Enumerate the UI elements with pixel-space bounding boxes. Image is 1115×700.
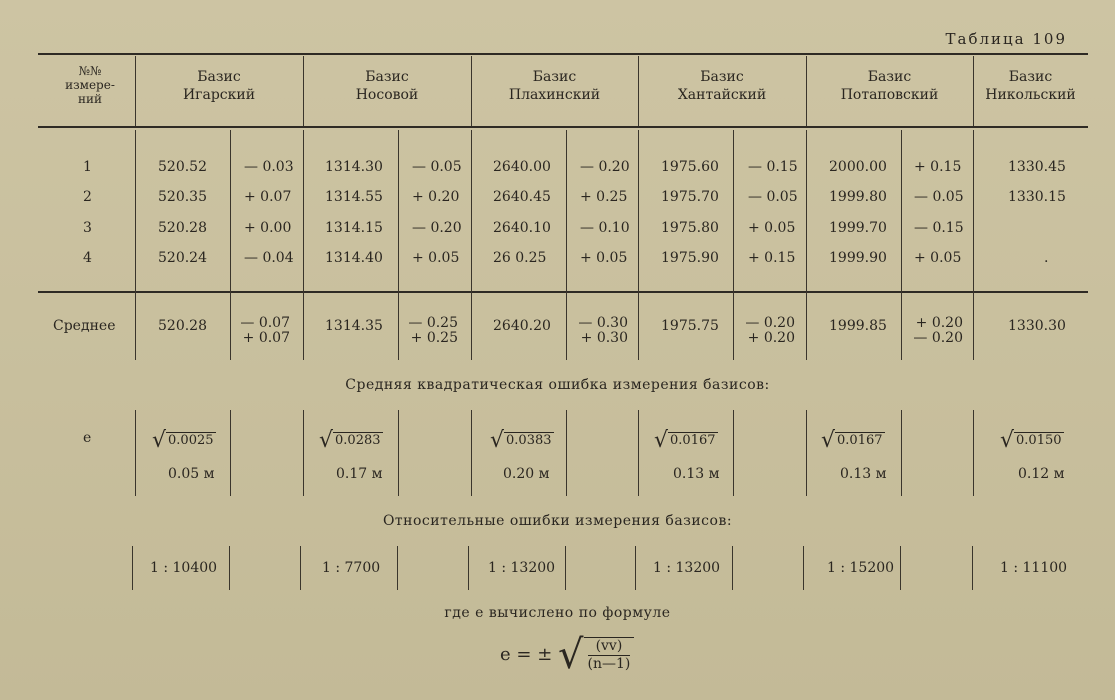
cell-value: 1975.90 bbox=[661, 250, 719, 266]
header-rule bbox=[38, 126, 1088, 128]
mean-label: Среднее bbox=[53, 318, 116, 334]
cell-deviation: — 0.05 bbox=[412, 159, 462, 175]
sqrt-expression: √ 0.0383 bbox=[490, 428, 552, 453]
table-number: Таблица 109 bbox=[945, 30, 1067, 48]
cell-value: 1314.55 bbox=[325, 189, 383, 205]
cell-deviation: + 0.00 bbox=[244, 220, 292, 236]
body-divider bbox=[638, 130, 639, 360]
e-divider bbox=[135, 410, 136, 496]
cell-value: 1314.40 bbox=[325, 250, 383, 266]
mean-value: 2640.20 bbox=[493, 318, 551, 334]
e-divider bbox=[733, 410, 734, 496]
body-divider bbox=[398, 130, 399, 360]
body-divider bbox=[806, 130, 807, 360]
relative-error: 1 : 13200 bbox=[653, 560, 721, 576]
row-number: 1 bbox=[83, 159, 92, 175]
mean-value: 1330.30 bbox=[1008, 318, 1066, 334]
cell-value: 1975.80 bbox=[661, 220, 719, 236]
rel-divider bbox=[229, 546, 230, 590]
mean-deviation: — 0.07 + 0.07 bbox=[240, 315, 290, 346]
sqrt-icon: √ bbox=[558, 632, 584, 678]
cell-deviation: — 0.05 bbox=[748, 189, 798, 205]
formula-caption: где e вычислено по формуле bbox=[444, 605, 671, 621]
cell-deviation: + 0.15 bbox=[914, 159, 962, 175]
cell-value: 1999.80 bbox=[829, 189, 887, 205]
cell-deviation: + 0.05 bbox=[914, 250, 962, 266]
rel-divider bbox=[732, 546, 733, 590]
cell-value: 1314.15 bbox=[325, 220, 383, 236]
e-divider bbox=[303, 410, 304, 496]
cell-deviation: + 0.05 bbox=[580, 250, 628, 266]
cell-value: 1975.60 bbox=[661, 159, 719, 175]
body-divider bbox=[230, 130, 231, 360]
mean-value: 1314.35 bbox=[325, 318, 383, 334]
cell-value: 2640.00 bbox=[493, 159, 551, 175]
e-label: e bbox=[83, 430, 92, 446]
body-divider bbox=[135, 130, 136, 360]
cell-value: . bbox=[1044, 250, 1049, 266]
rel-divider bbox=[900, 546, 901, 590]
cell-value: 1975.70 bbox=[661, 189, 719, 205]
relative-error: 1 : 10400 bbox=[150, 560, 218, 576]
e-divider bbox=[398, 410, 399, 496]
mean-value: 1975.75 bbox=[661, 318, 719, 334]
cell-deviation: + 0.20 bbox=[412, 189, 460, 205]
formula-lhs: e bbox=[500, 644, 511, 665]
e-divider bbox=[471, 410, 472, 496]
cell-deviation: + 0.05 bbox=[412, 250, 460, 266]
formula bbox=[500, 632, 634, 678]
header-number-col: №№ измере- ний bbox=[65, 64, 115, 106]
cell-deviation: — 0.20 bbox=[412, 220, 462, 236]
top-rule bbox=[38, 53, 1088, 55]
relative-errors-caption: Относительные ошибки измерения базисов: bbox=[382, 513, 733, 529]
e-divider bbox=[901, 410, 902, 496]
e-result: 0.05 м bbox=[168, 466, 215, 482]
header-base-plakhinsky: Базис Плахинский bbox=[508, 69, 601, 103]
relative-error: 1 : 15200 bbox=[827, 560, 895, 576]
sqrt-icon: √ bbox=[152, 428, 167, 453]
cell-deviation: + 0.07 bbox=[244, 189, 292, 205]
cell-value: 26 0.25 bbox=[493, 250, 547, 266]
cell-value: 1330.45 bbox=[1008, 159, 1066, 175]
rms-caption: Средняя квадратическая ошибка измерения базисов: bbox=[345, 377, 770, 393]
mean-deviation: — 0.20 + 0.20 bbox=[745, 315, 795, 346]
rel-divider bbox=[635, 546, 636, 590]
cell-deviation: + 0.15 bbox=[748, 250, 796, 266]
sqrt-icon: √ bbox=[319, 428, 334, 453]
cell-deviation: — 0.15 bbox=[914, 220, 964, 236]
header-base-khantaysky: Базис Хантайский bbox=[677, 69, 767, 103]
rel-divider bbox=[972, 546, 973, 590]
mean-rule bbox=[38, 291, 1088, 293]
cell-value: 1314.30 bbox=[325, 159, 383, 175]
cell-value: 520.28 bbox=[158, 220, 207, 236]
sqrt-expression: √ 0.0167 bbox=[654, 428, 716, 453]
sqrt-expression: √ 0.0150 bbox=[1000, 428, 1062, 453]
e-result: 0.20 м bbox=[503, 466, 550, 482]
cell-value: 1999.70 bbox=[829, 220, 887, 236]
cell-value: 2000.00 bbox=[829, 159, 887, 175]
mean-value: 1999.85 bbox=[829, 318, 887, 334]
rel-divider bbox=[397, 546, 398, 590]
sqrt-icon: √ bbox=[490, 428, 505, 453]
cell-deviation: — 0.05 bbox=[914, 189, 964, 205]
e-result: 0.13 м bbox=[840, 466, 887, 482]
cell-value: 520.35 bbox=[158, 189, 207, 205]
cell-deviation: — 0.15 bbox=[748, 159, 798, 175]
cell-deviation: + 0.05 bbox=[748, 220, 796, 236]
header-base-potapovsky: Базис Потаповский bbox=[840, 69, 939, 103]
e-divider bbox=[230, 410, 231, 496]
cell-value: 520.52 bbox=[158, 159, 207, 175]
e-divider bbox=[638, 410, 639, 496]
body-divider bbox=[471, 130, 472, 360]
cell-value: 2640.10 bbox=[493, 220, 551, 236]
sqrt-icon: √ bbox=[821, 428, 836, 453]
rel-divider bbox=[565, 546, 566, 590]
e-divider bbox=[566, 410, 567, 496]
e-result: 0.17 м bbox=[336, 466, 383, 482]
row-number: 3 bbox=[83, 220, 92, 236]
relative-error: 1 : 13200 bbox=[488, 560, 556, 576]
rel-divider bbox=[468, 546, 469, 590]
cell-value: 2640.45 bbox=[493, 189, 551, 205]
cell-deviation: — 0.04 bbox=[244, 250, 294, 266]
mean-deviation: + 0.20 — 0.20 bbox=[913, 315, 963, 346]
e-result: 0.13 м bbox=[673, 466, 720, 482]
header-base-nikolsky: Базис Никольский bbox=[985, 69, 1076, 103]
sqrt-expression: √ 0.0167 bbox=[821, 428, 883, 453]
cell-deviation: + 0.25 bbox=[580, 189, 628, 205]
sqrt-expression: √ 0.0025 bbox=[152, 428, 214, 453]
cell-value: 1999.90 bbox=[829, 250, 887, 266]
formula-op: = ± bbox=[516, 644, 553, 665]
cell-deviation: — 0.10 bbox=[580, 220, 630, 236]
header-base-nosovoy: Базис Носовой bbox=[355, 69, 419, 103]
sqrt-icon: √ bbox=[654, 428, 669, 453]
cell-value: 520.24 bbox=[158, 250, 207, 266]
e-divider bbox=[806, 410, 807, 496]
rel-divider bbox=[300, 546, 301, 590]
rel-divider bbox=[132, 546, 133, 590]
mean-value: 520.28 bbox=[158, 318, 207, 334]
formula-fraction: $\frac{(vv)}{(n—1)}$ bbox=[584, 637, 635, 673]
e-divider bbox=[973, 410, 974, 496]
body-divider bbox=[973, 130, 974, 360]
sqrt-icon: √ bbox=[1000, 428, 1015, 453]
e-result: 0.12 м bbox=[1018, 466, 1065, 482]
body-divider bbox=[733, 130, 734, 360]
cell-deviation: — 0.20 bbox=[580, 159, 630, 175]
cell-deviation: — 0.03 bbox=[244, 159, 294, 175]
header-base-igarsky: Базис Игарский bbox=[182, 69, 256, 103]
cell-value: 1330.15 bbox=[1008, 189, 1066, 205]
relative-error: 1 : 7700 bbox=[322, 560, 381, 576]
rel-divider bbox=[803, 546, 804, 590]
row-number: 2 bbox=[83, 189, 92, 205]
sqrt-expression: √ 0.0283 bbox=[319, 428, 381, 453]
row-number: 4 bbox=[83, 250, 92, 266]
mean-deviation: — 0.25 + 0.25 bbox=[408, 315, 458, 346]
mean-deviation: — 0.30 + 0.30 bbox=[578, 315, 628, 346]
relative-error: 1 : 11100 bbox=[1000, 560, 1068, 576]
body-divider bbox=[901, 130, 902, 360]
body-divider bbox=[303, 130, 304, 360]
body-divider bbox=[566, 130, 567, 360]
